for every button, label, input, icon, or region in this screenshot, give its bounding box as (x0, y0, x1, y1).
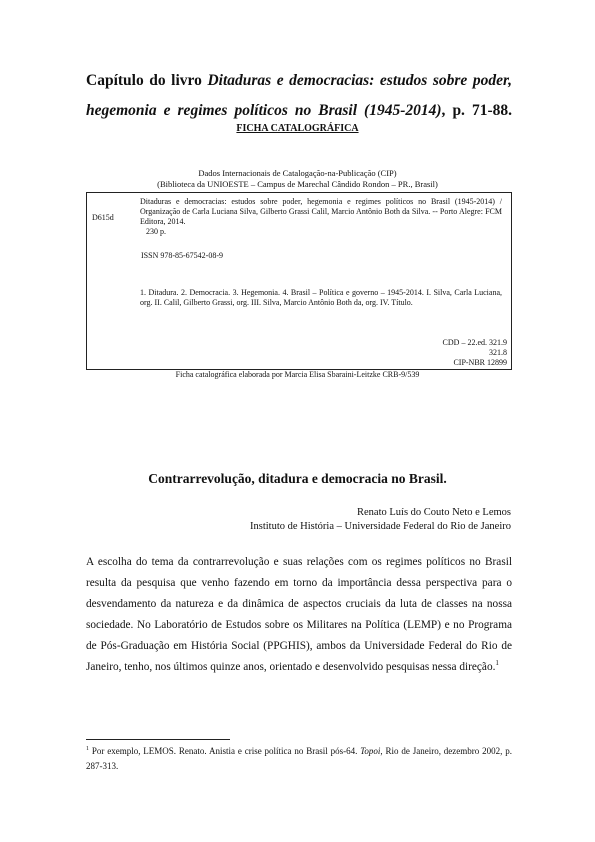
author-institution: Instituto de História – Universidade Federal do Rio de Janeiro (250, 521, 511, 532)
footnote-number: 1 (86, 746, 89, 752)
footnote (86, 744, 512, 774)
cip-description-text: Ditaduras e democracias: estudos sobre poder, hegemonia e regimes políticos no Brasil (1945-2014) / Organização de Carla Luciana Silva, Gilberto Grassi Calil, Marcio Antônio Both da Silva. -- Porto Alegre: FCM Editora, 2014. (140, 197, 502, 226)
ficha-catalografica-title: FICHA CATALOGRÁFICA (236, 123, 359, 134)
cip-record-box (86, 192, 512, 370)
cip-description (140, 197, 502, 237)
heading-prefix: Capítulo do livro (86, 72, 202, 89)
footnote-separator (86, 739, 230, 740)
article-title: Contrarrevolução, ditadura e democracia no Brasil. (148, 471, 447, 486)
cip-subjects: 1. Ditadura. 2. Democracia. 3. Hegemonia. 4. Brasil – Política e governo – 1945-2014. I. Silva, Carla Luciana, org. II. Calil, Gilberto Grassi, org. III. Silva, Marcio Antônio Both da, org. IV. Título. (140, 288, 502, 307)
footnote-reference[interactable]: 1 (495, 659, 499, 668)
cip-nbr: CIP-NBR 12899 (453, 358, 507, 367)
cip-cdd2: 321.8 (489, 348, 507, 357)
cip-pages: 230 p. (146, 227, 166, 236)
cip-cdd: CDD – 22.ed. 321.9 (442, 338, 507, 347)
body-paragraph (86, 552, 512, 678)
heading-book-title: Ditaduras e democracias: estudos sobre poder, hegemonia e regimes políticos no Brasil (1945-2014) (86, 72, 513, 119)
footnote-text-before: Por exemplo, LEMOS. Renato. Anistia e crise política no Brasil pós-64. (89, 746, 361, 756)
cip-isbn: ISSN 978-85-67542-08-9 (141, 251, 223, 260)
cip-header-line2: (Biblioteca da UNIOESTE – Campus de Marechal Cândido Rondon – PR., Brasil) (157, 179, 438, 189)
cip-credit: Ficha catalográfica elaborada por Marcia Elisa Sbaraini-Leitzke CRB-9/539 (175, 370, 420, 379)
cip-call-number: D615d (92, 213, 114, 222)
footnote-text-after: , Rio de Janeiro, dezembro 2002, p. 287-313. (86, 746, 513, 771)
heading-pages: , p. 71-88. (441, 102, 512, 119)
cip-header-line1: Dados Internacionais de Catalogação-na-Publicação (CIP) (198, 168, 397, 178)
chapter-heading (86, 66, 512, 126)
footnote-journal: Topoi (360, 746, 381, 756)
author-name: Renato Luís do Couto Neto e Lemos (357, 507, 511, 518)
body-paragraph-text: A escolha do tema da contrarrevolução e suas relações com os regimes políticos no Brasil resulta da pesquisa que venho fazendo em torno da importância dessa perspectiva para o desvendamento da natureza e da dinâmica de aspectos cruciais da luta de classes na nossa sociedade. No Laboratório de Estudos sobre os Militares na Política (LEMP) e no Programa de Pós-Graduação em História Social (PPGHIS), ambos da Universidade Federal do Rio de Janeiro, tenho, nos últimos quinze anos, orientado e desenvolvido pesquisas nessa direção. (86, 556, 512, 673)
